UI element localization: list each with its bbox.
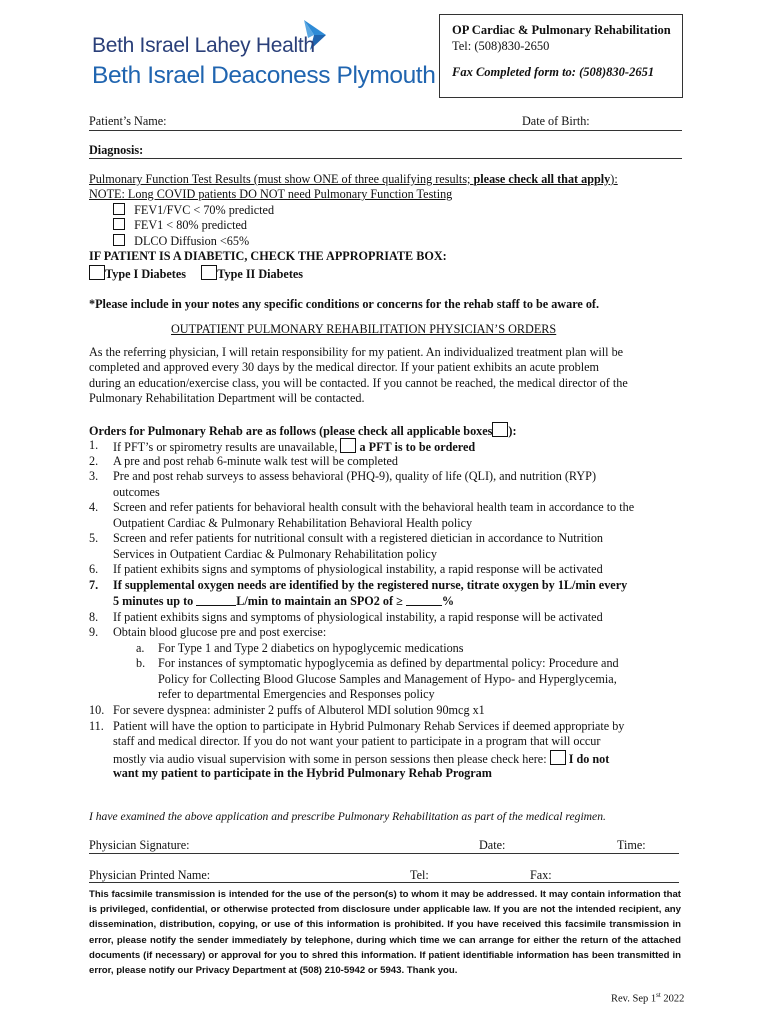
order-item-6: If patient exhibits signs and symptoms of physiological instability, a rapid response will be activated bbox=[113, 562, 603, 576]
pft-option-2: FEV1 < 80% predicted bbox=[113, 218, 247, 233]
list-letter: b. bbox=[136, 656, 146, 670]
department-phone: Tel: (508)830-2650 bbox=[452, 39, 550, 53]
orders-title: OUTPATIENT PULMONARY REHABILITATION PHYSICIAN’S ORDERS bbox=[171, 322, 557, 336]
order-item-11-line-3: mostly via audio visual supervision with some in person sessions then please check here: I do not bbox=[113, 752, 610, 766]
list-number: 3. bbox=[89, 469, 99, 483]
order-item-7-line-1: If supplemental oxygen needs are identified by the registered nurse, titrate oxygen by 1L/min every bbox=[113, 578, 628, 592]
printed-name-label: Physician Printed Name: bbox=[89, 868, 211, 882]
order-item-3-line-1: Pre and post rehab surveys to assess behavioral (PHQ-9), quality of life (QLI), and nutrition (RYP) bbox=[113, 469, 597, 483]
pft-option-3: DLCO Diffusion <65% bbox=[113, 234, 249, 249]
diabetic-heading: IF PATIENT IS A DIABETIC, CHECK THE APPROPRIATE BOX: bbox=[89, 249, 447, 263]
pft-heading: Pulmonary Function Test Results (must show ONE of three qualifying results; please check all that apply): bbox=[89, 172, 618, 186]
tel-label: Tel: bbox=[410, 868, 429, 882]
attestation-statement: I have examined the above application and prescribe Pulmonary Rehabilitation as part of the medical regimen. bbox=[89, 810, 606, 823]
order-item-5-line-2: Services in Outpatient Cardiac & Pulmonary Rehabilitation policy bbox=[113, 547, 437, 561]
order-item-3-line-2: outcomes bbox=[113, 485, 160, 499]
checkbox-key bbox=[492, 422, 508, 437]
list-letter: a. bbox=[136, 641, 145, 655]
signature-line[interactable] bbox=[89, 853, 679, 854]
type2-checkbox[interactable] bbox=[201, 265, 217, 280]
pft-order-checkbox[interactable] bbox=[340, 438, 356, 453]
fax-instruction: Fax Completed form to: (508)830-2651 bbox=[452, 65, 655, 79]
revision-date: Rev. Sep 1st 2022 bbox=[611, 991, 685, 1005]
time-label: Time: bbox=[617, 838, 646, 852]
checkbox[interactable] bbox=[113, 218, 125, 230]
list-number: 2. bbox=[89, 454, 99, 468]
date-label: Date: bbox=[479, 838, 506, 852]
list-number: 6. bbox=[89, 562, 99, 576]
order-item-4-line-1: Screen and refer patients for behavioral health consult with the behavioral health team in accordance to the bbox=[113, 500, 635, 514]
list-number: 7. bbox=[89, 578, 99, 592]
order-item-2: A pre and post rehab 6-minute walk test will be completed bbox=[113, 454, 398, 468]
logo-text-line2: Beth Israel Deaconess Plymouth bbox=[92, 62, 436, 89]
order-item-11-line-2: staff and medical director. If you do not want your patient to participate in a program that will occur bbox=[113, 734, 601, 748]
notes-instruction: *Please include in your notes any specific conditions or concerns for the rehab staff to be aware of. bbox=[89, 297, 600, 311]
order-item-4-line-2: Outpatient Cardiac & Pulmonary Rehabilitation Behavioral Health policy bbox=[113, 516, 473, 530]
order-item-1: If PFT’s or spirometry results are unavailable, a PFT is to be ordered bbox=[113, 440, 476, 454]
spo2-target-field[interactable] bbox=[406, 595, 442, 606]
list-number: 9. bbox=[89, 625, 99, 639]
checkbox[interactable] bbox=[113, 203, 125, 215]
contact-box bbox=[439, 14, 683, 98]
diagnosis-line[interactable] bbox=[89, 158, 682, 159]
list-number: 5. bbox=[89, 531, 99, 545]
order-item-7-line-2: 5 minutes up to L/min to maintain an SPO2 of ≥ % bbox=[113, 594, 455, 608]
order-item-8: If patient exhibits signs and symptoms of physiological instability, a rapid response will be activated bbox=[113, 610, 603, 624]
orders-heading: Orders for Pulmonary Rehab are as follows (please check all applicable boxes ): bbox=[89, 424, 517, 438]
dob-label: Date of Birth: bbox=[522, 114, 590, 128]
patient-line[interactable] bbox=[89, 130, 682, 131]
order-item-9b-line-2: Policy for Collecting Blood Glucose Samples and Management of Hypo- and Hyperglycemia, bbox=[158, 672, 617, 686]
confidentiality-notice: This facsimile transmission is intended for the use of the person(s) to whom it may be addressed. It may contain information that is privileged, confidential, or otherwise protected from disclosure under applicable law. If you are not the intended recipient, any dissemination, distribution, copying, or use of this information is prohibited. If you have received this facsimile transmission in error, please notify the sender immediately by telephone, during which time we can arrange for either the return of the attached documents (if necessary) or approval for you to shred this information. If patient identifiable information has been transmitted in error, please notify our Privacy Department at (508) 210-5942 or 5943. Thank you. bbox=[89, 889, 681, 977]
fax-label: Fax: bbox=[530, 868, 552, 882]
intro-line-2: completed and approved every 30 days by the medical director. If your patient exhibits an acute problem bbox=[89, 360, 600, 374]
diagnosis-label: Diagnosis: bbox=[89, 143, 144, 157]
intro-line-4: Pulmonary Rehabilitation Department will be contacted. bbox=[89, 391, 365, 405]
list-number: 8. bbox=[89, 610, 99, 624]
type1-checkbox[interactable] bbox=[89, 265, 105, 280]
order-item-5-line-1: Screen and refer patients for nutritional consult with a registered dietician in accordance to Nutrition bbox=[113, 531, 604, 545]
list-number: 10. bbox=[89, 703, 105, 717]
hospital-logo bbox=[92, 18, 452, 98]
list-number: 11. bbox=[89, 719, 104, 733]
patient-name-label: Patient’s Name: bbox=[89, 114, 167, 128]
department-title: OP Cardiac & Pulmonary Rehabilitation bbox=[452, 23, 671, 37]
order-item-9: Obtain blood glucose pre and post exercise: bbox=[113, 625, 327, 639]
diabetes-type-row: Type I Diabetes Type II Diabetes bbox=[89, 265, 303, 282]
logo-text-line1: Beth Israel Lahey Health bbox=[92, 34, 315, 57]
printed-name-line[interactable] bbox=[89, 882, 679, 883]
list-number: 1. bbox=[89, 438, 99, 452]
list-number: 4. bbox=[89, 500, 99, 514]
order-item-11-line-4: want my patient to participate in the Hybrid Pulmonary Rehab Program bbox=[113, 766, 492, 780]
order-item-11-line-1: Patient will have the option to participate in Hybrid Pulmonary Rehab Services if deemed appropriate by bbox=[113, 719, 625, 733]
order-item-9a: For Type 1 and Type 2 diabetics on hypoglycemic medications bbox=[158, 641, 464, 655]
intro-line-1: As the referring physician, I will retain responsibility for my patient. An individualized treatment plan will be bbox=[89, 345, 624, 359]
signature-label: Physician Signature: bbox=[89, 838, 190, 852]
pft-note: NOTE: Long COVID patients DO NOT need Pulmonary Function Testing bbox=[89, 187, 453, 201]
order-item-9b-line-1: For instances of symptomatic hypoglycemia as defined by departmental policy: Procedure and bbox=[158, 656, 619, 670]
oxygen-max-field[interactable] bbox=[196, 595, 236, 606]
intro-line-3: during an education/exercise class, you will be contacted. If you cannot be reached, the medical director of the bbox=[89, 376, 628, 390]
order-item-10: For severe dyspnea: administer 2 puffs of Albuterol MDI solution 90mcg x1 bbox=[113, 703, 485, 717]
pft-option-1: FEV1/FVC < 70% predicted bbox=[113, 203, 274, 218]
order-item-9b-line-3: refer to departmental Emergencies and Responses policy bbox=[158, 687, 435, 701]
hybrid-optout-checkbox[interactable] bbox=[550, 750, 566, 765]
checkbox[interactable] bbox=[113, 234, 125, 246]
